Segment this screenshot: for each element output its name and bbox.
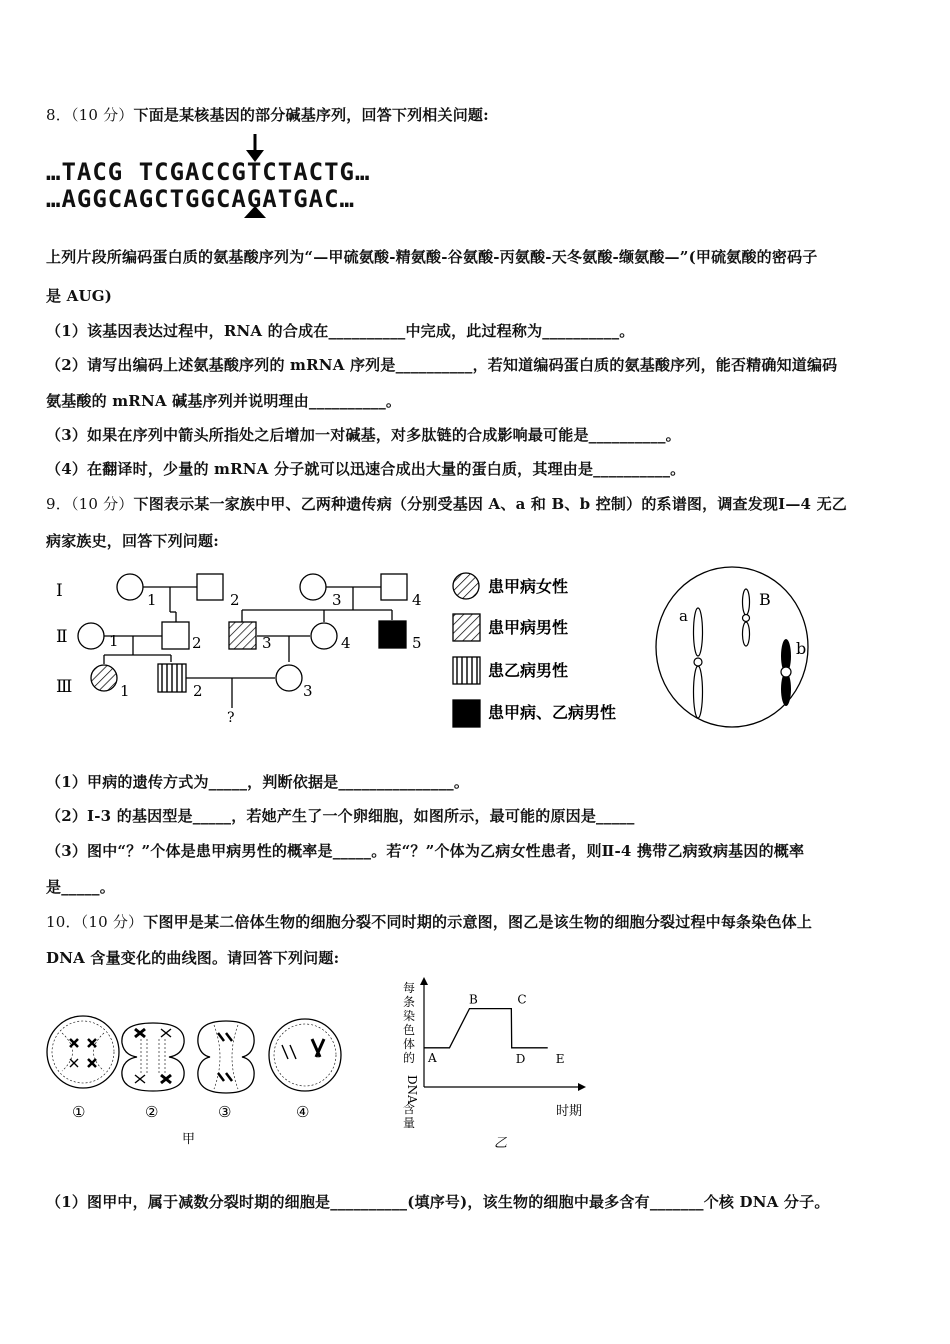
chromosome-label-b: b <box>796 639 807 658</box>
q8-number: 8．（10 分） <box>46 106 134 124</box>
person-II-1 <box>78 623 104 649</box>
label-III-2: 2 <box>193 682 203 700</box>
legend-male-b-icon <box>453 657 480 684</box>
chromosome-label-B: B <box>759 590 771 609</box>
q9-number: 9．（10 分） <box>46 495 134 513</box>
person-II-2 <box>162 622 189 649</box>
q10-title-text: 下图甲是某二倍体生物的细胞分裂不同时期的示意图，图乙是该生物的细胞分裂过程中每条染色体上 <box>143 913 813 931</box>
dna-curve-line <box>424 1009 548 1048</box>
person-I-3 <box>300 574 326 600</box>
q9-part3-line2: 是_____。 <box>46 878 115 896</box>
y-label-char: 量 <box>403 1116 416 1130</box>
x-axis-label: 时期 <box>556 1104 583 1119</box>
label-I-1: 1 <box>147 591 157 609</box>
person-II-5 <box>379 621 406 648</box>
legend-male-b: 患乙病男性 <box>488 661 569 680</box>
q8-part2-line2: 氨基酸的 mRNA 碱基序列并说明理由__________。 <box>46 392 402 410</box>
q8-title-text: 下面是某核基因的部分碱基序列，回答下列相关问题: <box>133 106 489 124</box>
q10-part1: （1）图甲中，属于减数分裂时期的细胞是__________(填序号)，该生物的细胞中最多含有_______个核 DNA 分子。 <box>46 1193 830 1211</box>
legend-female-a: 患甲病女性 <box>488 577 569 596</box>
cell-2-diagram <box>122 1023 184 1091</box>
cell-1-diagram <box>47 1016 119 1088</box>
q9-part2: （2）Ⅰ-3 的基因型是_____，若她产生了一个卵细胞，如图所示，最可能的原因是_____ <box>46 807 635 825</box>
y-label-char: 色 <box>403 1023 416 1037</box>
curve-point-label-D: D <box>515 1051 526 1066</box>
q10-number: 10．（10 分） <box>46 913 144 931</box>
person-III-2 <box>158 664 186 692</box>
label-II-1: 1 <box>109 632 119 650</box>
legend-male-a: 患甲病男性 <box>488 618 569 637</box>
cell-3-diagram <box>198 1021 254 1093</box>
gen-label-I: Ⅰ <box>56 581 63 601</box>
y-label-char: 含 <box>403 1102 416 1116</box>
cell-division-figure <box>0 995 380 1155</box>
x-axis-arrow-icon <box>578 1083 586 1091</box>
label-III-1: 1 <box>120 682 130 700</box>
label-II-5: 5 <box>412 634 422 652</box>
cell-number-4: ④ <box>296 1103 310 1121</box>
figure-yi-label: 乙 <box>494 1136 508 1151</box>
pedigree-figure <box>0 560 950 740</box>
legend-male-ab-icon <box>453 700 480 727</box>
label-I-3: 3 <box>332 591 342 609</box>
q8-part3: （3）如果在序列中箭头所指处之后增加一对碱基，对多肽链的合成影响最可能是__________。 <box>46 426 681 444</box>
q8-intro-line2: 是 AUG) <box>46 287 113 305</box>
y-label-char: 的 <box>403 1051 416 1065</box>
q8-part2-line1: （2）请写出编码上述氨基酸序列的 mRNA 序列是__________，若知道编码蛋白质的氨基酸序列，能否精确知道编码 <box>46 356 838 374</box>
y-label-char: 每 <box>403 981 416 995</box>
y-label-char: 体 <box>403 1037 416 1051</box>
person-I-2 <box>197 574 223 600</box>
q10-title-line1 <box>46 911 812 932</box>
curve-point-label-B: B <box>468 992 478 1007</box>
person-II-4 <box>311 623 337 649</box>
y-label-char: 条 <box>403 995 416 1009</box>
person-III-1 <box>91 665 117 691</box>
q9-part3-line1: （3）图中“？”个体是患甲病男性的概率是_____。若“？”个体为乙病女性患者，则Ⅱ-4 携带乙病致病基因的概率 <box>46 842 805 860</box>
cell-4-diagram <box>269 1019 341 1091</box>
curve-point-label-A: A <box>428 1050 437 1065</box>
q8-part4: （4）在翻译时，少量的 mRNA 分子就可以迅速合成出大量的蛋白质，其理由是__________。 <box>46 460 686 478</box>
label-I-2: 2 <box>230 591 240 609</box>
dna-curve <box>424 993 564 1066</box>
q9-title-text: 下图表示某一家族中甲、乙两种遗传病（分别受基因 A、a 和 B、b 控制）的系谱图，调查发现Ⅰ—4 无乙 <box>133 495 847 513</box>
dna-sequence-bottom: …AGGCAGCTGGCAGATGAC… <box>46 185 355 213</box>
gen-label-III: Ⅲ <box>56 677 73 697</box>
y-axis-label <box>403 980 419 1130</box>
label-III-3: 3 <box>303 682 313 700</box>
y-axis-arrow-icon <box>420 977 428 985</box>
person-I-1 <box>117 574 143 600</box>
curve-point-label-C: C <box>517 992 527 1007</box>
q8-intro-line1: 上列片段所编码蛋白质的氨基酸序列为“—甲硫氨酸-精氨酸-谷氨酸-丙氨酸-天冬氨酸-缬氨酸—”(甲硫氨酸的密码子 <box>46 248 818 266</box>
legend-male-ab: 患甲病、乙病男性 <box>488 703 617 722</box>
label-II-3: 3 <box>262 634 272 652</box>
cell-number-1: ① <box>72 1103 86 1121</box>
cell-number-3: ③ <box>218 1103 232 1121</box>
label-I-4: 4 <box>412 591 422 609</box>
person-III-3 <box>276 665 302 691</box>
curve-point-label-E: E <box>555 1051 565 1066</box>
q9-part1: （1）甲病的遗传方式为_____，判断依据是_______________。 <box>46 773 470 791</box>
figure-jia-label: 甲 <box>182 1132 196 1147</box>
gen-label-II: Ⅱ <box>56 627 68 647</box>
legend-male-a-icon <box>453 614 480 641</box>
chromosome-label-a: a <box>679 607 688 625</box>
dna-content-chart <box>390 975 590 1160</box>
label-II-4: 4 <box>341 634 351 652</box>
person-I-4 <box>381 574 407 600</box>
unknown-child: ? <box>227 710 235 726</box>
q8-part1: （1）该基因表达过程中，RNA 的合成在__________中完成，此过程称为__________。 <box>46 322 635 340</box>
dna-sequence-top: …TACG TCGACCGTCTACTG… <box>46 158 371 186</box>
q8-title <box>46 104 489 125</box>
cell-number-2: ② <box>145 1103 159 1121</box>
q9-title-line2: 病家族史，回答下列问题: <box>46 532 219 550</box>
egg-cell-diagram <box>656 567 808 727</box>
person-II-3 <box>229 622 256 649</box>
y-label-char: 染 <box>403 1009 416 1023</box>
label-II-2: 2 <box>192 634 202 652</box>
q9-title-line1 <box>46 493 847 514</box>
legend-female-a-icon <box>453 573 479 599</box>
y-label-char: DNA <box>405 1075 419 1104</box>
q10-title-line2: DNA 含量变化的曲线图。请回答下列问题: <box>46 949 340 967</box>
